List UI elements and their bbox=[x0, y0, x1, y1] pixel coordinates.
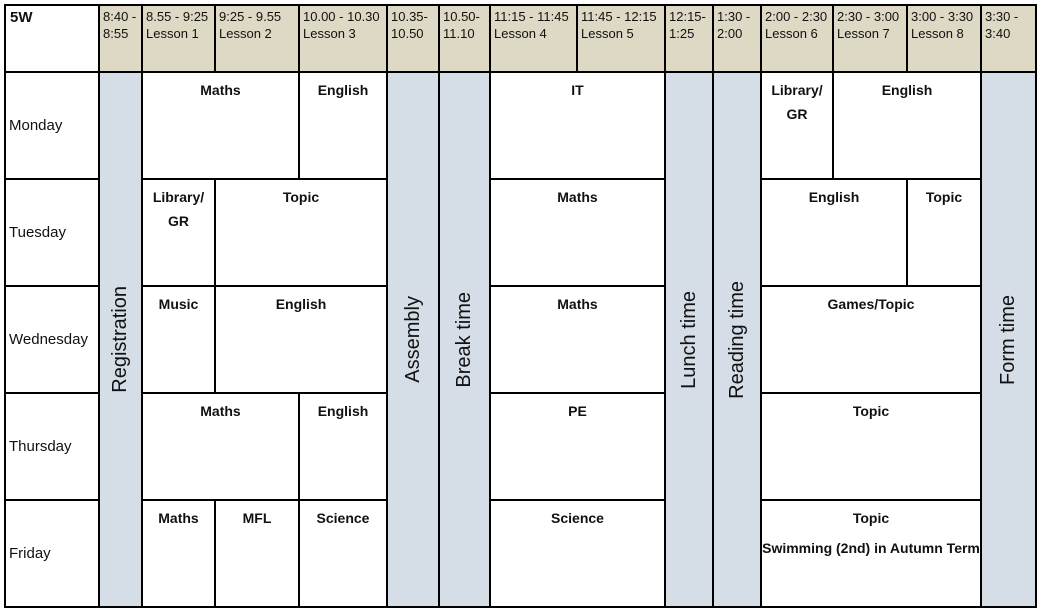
registration-label: Registration bbox=[109, 286, 131, 393]
day-tuesday: Tuesday bbox=[6, 180, 100, 287]
wednesday-maths: Maths bbox=[491, 287, 666, 394]
lunch-band bbox=[666, 73, 714, 608]
tuesday-topic-afternoon: Topic bbox=[908, 180, 982, 287]
wednesday-english: English bbox=[216, 287, 388, 394]
header-lesson: Lesson 5 bbox=[581, 26, 634, 41]
header-lesson: Lesson 6 bbox=[765, 26, 818, 41]
swimming-note: Swimming (2nd) in Autumn Term bbox=[762, 540, 980, 556]
day-thursday: Thursday bbox=[6, 394, 100, 501]
form-band bbox=[982, 73, 1037, 608]
header-lesson: Lesson 8 bbox=[911, 26, 964, 41]
day-wednesday: Wednesday bbox=[6, 287, 100, 394]
break-label: Break time bbox=[453, 291, 475, 388]
header-col-7 bbox=[491, 6, 578, 73]
header-lesson: Lesson 4 bbox=[494, 26, 547, 41]
thursday-maths: Maths bbox=[143, 394, 300, 501]
class-name: 5W bbox=[6, 6, 100, 73]
friday-maths: Maths bbox=[143, 501, 216, 608]
header-time: 10.00 - 10.30 bbox=[303, 9, 380, 24]
header-col-2 bbox=[143, 6, 216, 73]
header-time: 10.35- 10.50 bbox=[391, 9, 428, 41]
header-col-13 bbox=[908, 6, 982, 73]
header-lesson: Lesson 7 bbox=[837, 26, 890, 41]
assembly-label: Assembly bbox=[401, 296, 424, 383]
header-time: 11:45 - 12:15 bbox=[581, 9, 657, 24]
header-col-9 bbox=[666, 6, 714, 73]
header-time: 12:15- 1:25 bbox=[669, 9, 706, 41]
registration-band bbox=[100, 73, 143, 608]
form-label: Form time bbox=[997, 294, 1019, 385]
header-col-10 bbox=[714, 6, 762, 73]
monday-it: IT bbox=[491, 73, 666, 180]
header-col-1 bbox=[100, 6, 143, 73]
monday-maths: Maths bbox=[143, 73, 300, 180]
friday-science-late: Science bbox=[491, 501, 666, 608]
header-time: 8:40 - 8:55 bbox=[103, 9, 137, 41]
header-col-8 bbox=[578, 6, 666, 73]
tuesday-topic: Topic bbox=[216, 180, 388, 287]
friday-science: Science bbox=[300, 501, 388, 608]
header-col-3 bbox=[216, 6, 300, 73]
monday-english-afternoon: English bbox=[834, 73, 982, 180]
reading-band bbox=[714, 73, 762, 608]
header-time: 3:00 - 3:30 bbox=[911, 9, 974, 24]
header-time: 8.55 - 9:25 bbox=[146, 9, 209, 24]
break-band bbox=[440, 73, 491, 608]
header-time: 2:30 - 3:00 bbox=[837, 9, 900, 24]
header-lesson: Lesson 1 bbox=[146, 26, 199, 41]
friday-topic-label: Topic bbox=[852, 510, 890, 526]
thursday-pe: PE bbox=[491, 394, 666, 501]
header-lesson: Lesson 3 bbox=[303, 26, 356, 41]
tuesday-library: Library/ GR bbox=[143, 180, 216, 287]
day-monday: Monday bbox=[6, 73, 100, 180]
header-time: 1:30 - 2:00 bbox=[717, 9, 751, 41]
timetable bbox=[4, 4, 1037, 608]
header-col-6 bbox=[440, 6, 491, 73]
header-time: 2:00 - 2:30 bbox=[765, 9, 828, 24]
assembly-band bbox=[388, 73, 440, 608]
monday-english: English bbox=[300, 73, 388, 180]
thursday-english: English bbox=[300, 394, 388, 501]
header-time: 10.50- 11.10 bbox=[443, 9, 480, 41]
header-time: 3:30 - 3:40 bbox=[985, 9, 1019, 41]
day-friday: Friday bbox=[6, 501, 100, 608]
header-time: 9:25 - 9.55 bbox=[219, 9, 282, 24]
wednesday-games-topic: Games/Topic bbox=[762, 287, 982, 394]
tuesday-english: English bbox=[762, 180, 908, 287]
monday-library: Library/ GR bbox=[762, 73, 834, 180]
reading-label: Reading time bbox=[725, 280, 748, 399]
header-col-5 bbox=[388, 6, 440, 73]
lunch-label: Lunch time bbox=[677, 290, 700, 389]
header-time: 11:15 - 11:45 bbox=[494, 9, 569, 24]
friday-topic bbox=[762, 501, 982, 608]
header-col-14 bbox=[982, 6, 1037, 73]
header-col-11 bbox=[762, 6, 834, 73]
friday-mfl: MFL bbox=[216, 501, 300, 608]
tuesday-maths: Maths bbox=[491, 180, 666, 287]
header-col-12 bbox=[834, 6, 908, 73]
wednesday-music: Music bbox=[143, 287, 216, 394]
header-col-4 bbox=[300, 6, 388, 73]
thursday-topic: Topic bbox=[762, 394, 982, 501]
header-lesson: Lesson 2 bbox=[219, 26, 272, 41]
